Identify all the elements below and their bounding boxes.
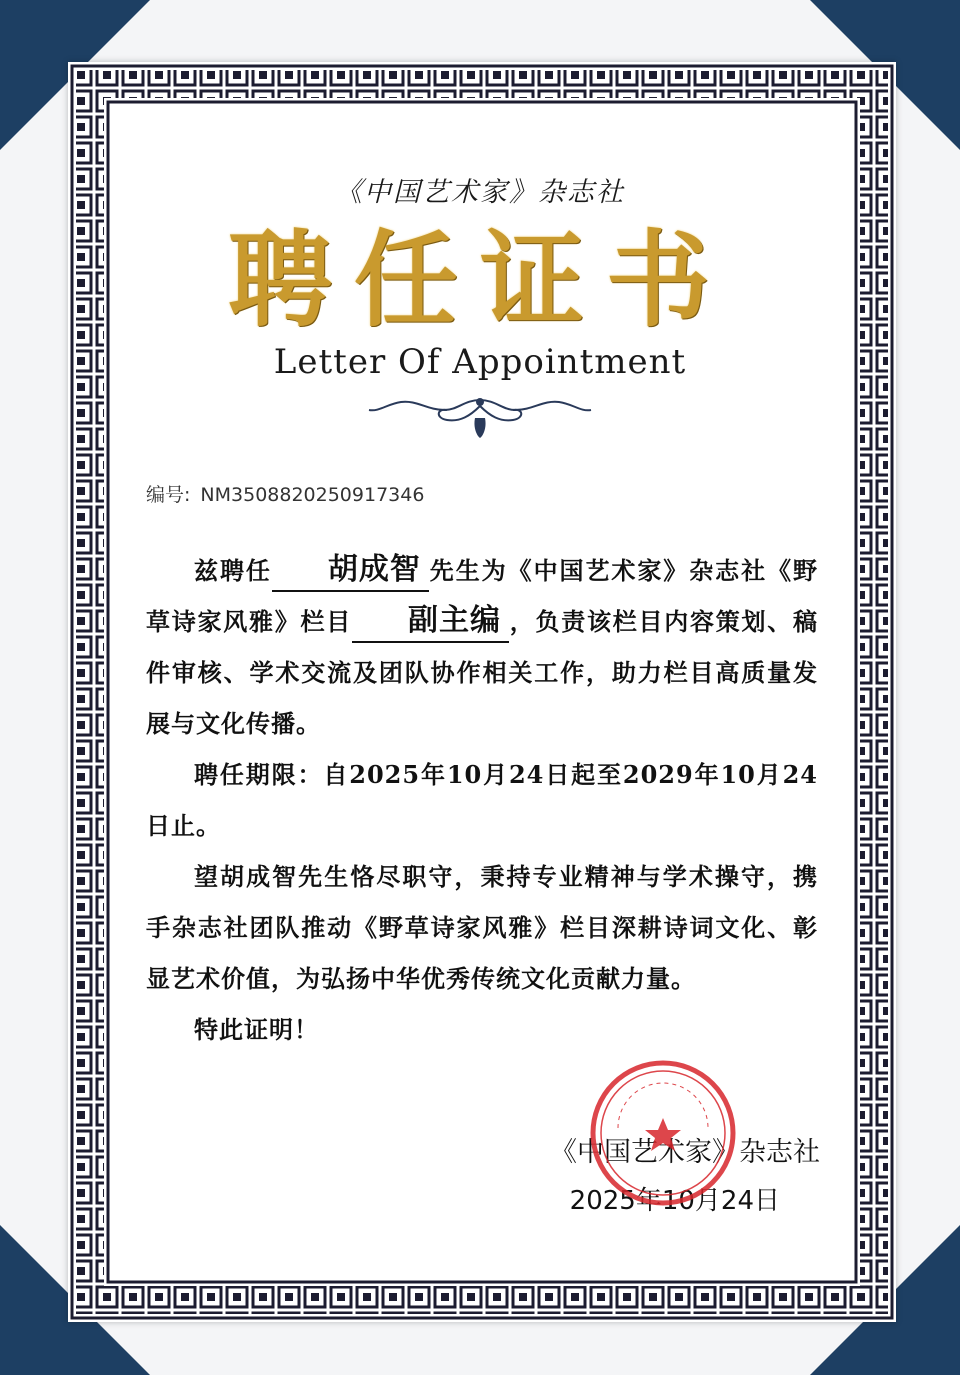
appointee-position: 副主编 [352, 601, 509, 643]
certificate-number-value: NM3508820250917346 [200, 484, 425, 506]
appointment-duties: ，负责该栏目内容策划、稿件审核、学术交流及团队协作相关工作，助力栏目高质量发展与文化传播。 [146, 607, 818, 738]
certificate-number-label: 编号: [146, 484, 191, 506]
appointee-name: 胡成智 [272, 550, 429, 592]
appointment-paragraph [146, 545, 818, 749]
appointment-middle: 先生为《中国艺术家》杂志社《野草诗家风雅》栏目 [146, 556, 819, 636]
certificate-title: 聘任证书 [227, 218, 732, 341]
certification-line: 特此证明！ [194, 1015, 319, 1044]
certificate-subtitle: Letter Of Appointment [273, 342, 687, 382]
certificate-number [146, 480, 424, 507]
publisher-heading: 《中国艺术家》杂志社 [335, 177, 625, 208]
flourish-ornament-icon [365, 392, 595, 442]
appointment-prefix: 兹聘任 [194, 556, 272, 585]
official-seal-icon [588, 1058, 738, 1208]
certificate-body [146, 545, 818, 1055]
signature-organization: 《中国艺术家》杂志社 [550, 1137, 820, 1168]
term-paragraph: 聘任期限：自2025年10月24日起至2029年10月24日止。 [146, 760, 818, 840]
expectation-paragraph: 望胡成智先生恪尽职守，秉持专业精神与学术操守，携手杂志社团队推动《野草诗家风雅》栏目深耕诗词文化、彰显艺术价值，为弘扬中华优秀传统文化贡献力量。 [146, 862, 818, 993]
signature-date: 2025年10月24日 [569, 1186, 780, 1216]
